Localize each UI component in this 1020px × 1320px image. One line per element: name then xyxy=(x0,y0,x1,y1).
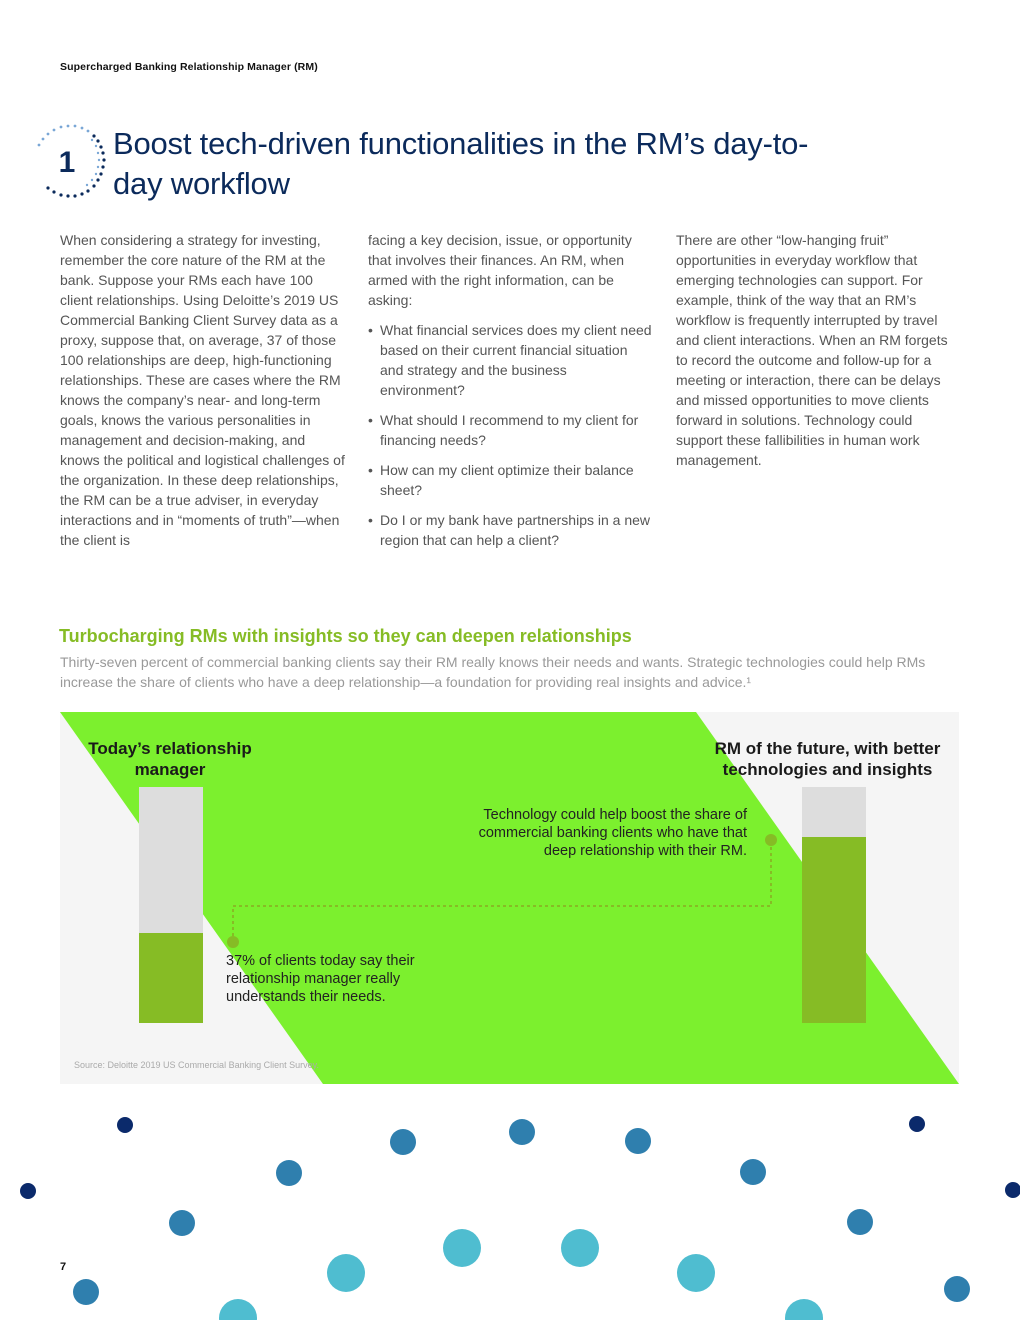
body-column-3 xyxy=(676,230,962,470)
future-share-bar xyxy=(802,787,866,1023)
body-paragraph: facing a key decision, issue, or opportunity that involves their finances. An RM, when armed with the right information, can be asking: xyxy=(368,232,632,308)
connector-start-dot xyxy=(227,936,239,948)
decorative-dots xyxy=(0,1090,1020,1320)
list-item-text: What financial services does my client need based on their current financial situation and strategy and the business environment? xyxy=(380,322,652,398)
today-rm-label: Today’s relationship manager xyxy=(88,739,252,779)
list-item: • How can my client optimize their balance sheet? xyxy=(368,462,634,498)
list-item-text: How can my client optimize their balance sheet? xyxy=(380,462,634,498)
body-paragraph: When considering a strategy for investing, remember the core nature of the RM at the bank. Suppose your RMs each have 100 client relationships. Using Deloitte’s 2019 US Commercial Banking Client Survey data as a proxy, suppose that, on average, 37 of those 100 relationships are deep, high-functioning relationships. These are cases where the RM knows the company’s near- and long-term goals, knows the various personalities in management and decision-making, and knows the political and logistical challenges of the organization. In these deep relationships, the RM can be a true adviser, in everyday interactions and in “moments of truth”—when the client is xyxy=(60,232,345,548)
list-item: • What financial services does my client need based on their current financial situation and strategy and the business environment? xyxy=(368,322,652,398)
question-list xyxy=(368,320,654,550)
page-title: Boost tech-driven functionalities in the RM’s day-to-day workflow xyxy=(113,126,809,201)
figure-source: Source: Deloitte 2019 US Commercial Banking Client Survey. xyxy=(74,1060,319,1070)
future-note: Technology could help boost the share of commercial banking clients who have that deep relationship with their RM. xyxy=(478,807,747,859)
today-note: 37% of clients today say their relationship manager really understands their needs. xyxy=(226,953,415,1005)
list-item-text: Do I or my bank have partnerships in a new region that can help a client? xyxy=(380,512,651,548)
body-paragraph: There are other “low-hanging fruit” opportunities in everyday workflow that emerging technologies can support. For example, think of the way that an RM’s workflow is frequently interrupted by travel and client interactions. When an RM forgets to record the outcome and follow-up for a meeting or interaction, there can be delays and missed opportunities to move clients forward in solutions. Technology could support these fallibilities in human work management. xyxy=(676,232,948,468)
future-rm-label: RM of the future, with better technologies and insights xyxy=(714,739,941,779)
figure-title: Turbocharging RMs with insights so they can deepen relationships xyxy=(59,626,632,646)
section-number: 1 xyxy=(58,146,76,179)
list-item: • Do I or my bank have partnerships in a new region that can help a client? xyxy=(368,512,651,548)
list-item: • What should I recommend to my client for financing needs? xyxy=(368,412,639,448)
body-column-2 xyxy=(368,230,654,560)
list-item-text: What should I recommend to my client for financing needs? xyxy=(380,412,639,448)
bar-fill xyxy=(802,837,866,1023)
relationship-figure xyxy=(60,712,959,1084)
today-share-bar xyxy=(139,787,203,1023)
page-number: 7 xyxy=(60,1261,67,1273)
connector-end-dot xyxy=(765,834,777,846)
running-header: Supercharged Banking Relationship Manager (RM) xyxy=(60,61,318,73)
figure-intro: Thirty-seven percent of commercial banking clients say their RM really knows their needs and wants. Strategic technologies could help RMs increase the share of clients who have a deep relationship—a foundation for providing real insights and advice.¹ xyxy=(60,654,926,690)
bar-fill xyxy=(139,933,203,1023)
section-number-badge xyxy=(34,124,106,202)
body-column-1 xyxy=(60,230,346,550)
